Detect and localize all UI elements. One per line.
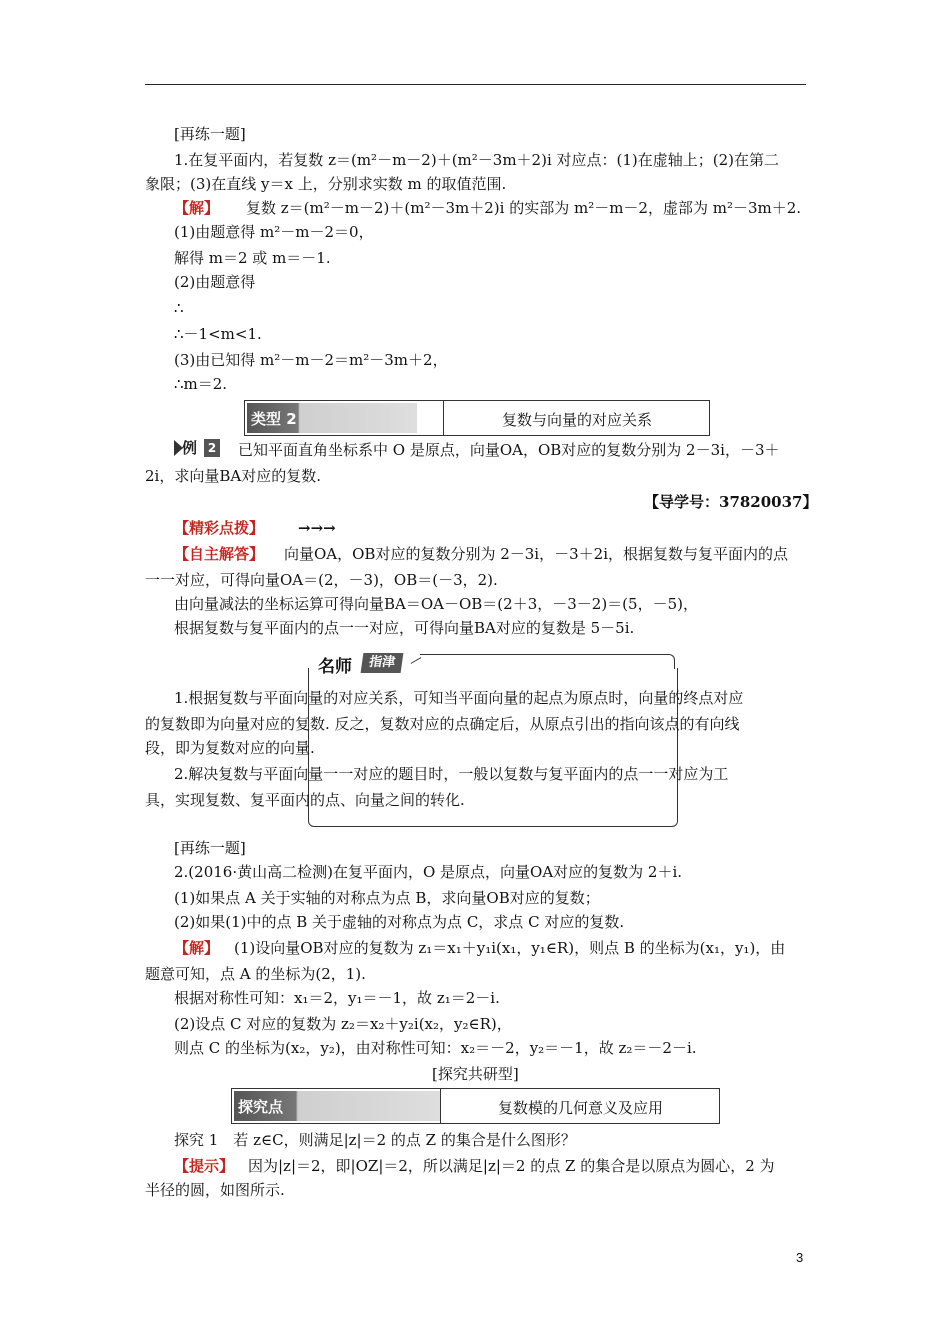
teacher-guide-title-b: 指津 [361,653,404,673]
type-title: 复数与向量的对应关系 [501,411,652,429]
auto-answer-label: 【自主解答】 [174,545,265,563]
explore-header [231,1088,720,1124]
question-1-line-1: 1.在复平面内，若复数 z＝(m²－m－2)＋(m²－3m＋2)i 对应点：(1)在虚轴上；(2)在第二 [174,151,780,169]
example-label: 例 [182,439,198,457]
solution-step-5: ∴－1<m<1. [174,325,262,343]
hint-line-2: 半径的圆，如图所示. [145,1181,285,1199]
auto-answer-line-4: 根据复数与复平面内的点一一对应，可得向量BA对应的复数是 5－5i. [174,619,635,637]
explore-title: 复数模的几何意义及应用 [497,1099,663,1117]
auto-answer-line-1: 向量OA，OB对应的复数分别为 2－3i，－3＋2i，根据复数与复平面内的点 [284,545,788,563]
guide-p2-line-1: 2.解决复数与平面向量一一对应的题目时，一般以复数与复平面内的点一一对应为工 [174,765,729,783]
tips-label: 【精彩点拨】 [174,519,265,537]
solution-step-3: (2)由题意得 [174,273,256,291]
solution-2-line-3: 根据对称性可知：x₁＝2，y₁＝－1，故 z₁＝2－i. [174,989,500,1007]
example-number: 2 [204,439,220,457]
solution-step-6: (3)由已知得 m²－m－2＝m²－3m＋2， [174,351,448,369]
solution-step-2: 解得 m＝2 或 m＝－1. [174,249,331,267]
guide-p1-line-2: 的复数即为向量对应的复数. 反之，复数对应的点确定后，从原点引出的指向该点的有向线 [145,715,740,733]
type-2-header [244,400,710,436]
example-marker [174,437,220,459]
question-2-line-1: 2.(2016·黄山高二检测)在复平面内，O 是原点，向量OA对应的复数为 2＋i. [174,863,683,881]
solution-2-line-5: 则点 C 的坐标为(x₂，y₂)，由对称性可知：x₂＝－2，y₂＝－1，故 z₂＝－2－i. [174,1039,697,1057]
solution-step-7: ∴m＝2. [174,375,228,393]
guide-p2-line-2: 具，实现复数、复平面内的点、向量之间的转化. [145,791,465,809]
explore-section-label: [探究共研型] [432,1065,519,1083]
guide-number: 【导学号：37820037】 [644,493,818,511]
solution-label-2: 【解】 [174,939,220,957]
hint-line-1: 因为|z|＝2，即|OZ|＝2，所以满足|z|＝2 的点 Z 的集合是以原点为圆心，2 为 [248,1157,775,1175]
hint-label: 【提示】 [174,1157,235,1175]
solution-line-1: 复数 z＝(m²－m－2)＋(m²－3m＋2)i 的实部为 m²－m－2，虚部为 m²－3m＋2. [246,199,802,217]
solution-step-4: ∴ [174,299,184,317]
page-number: 3 [796,1250,804,1265]
question-2-line-3: (2)如果(1)中的点 B 关于虚轴的对称点为点 C，求点 C 对应的复数. [174,913,625,931]
auto-answer-line-2: 一一对应，可得向量OA＝(2，－3)，OB＝(－3，2). [145,571,498,589]
practice-label: [再练一题] [174,125,246,143]
header-rule [145,84,806,85]
guide-p1-line-3: 段，即为复数对应的向量. [145,739,315,757]
question-2-line-2: (1)如果点 A 关于实轴的对称点为点 B，求向量OB对应的复数； [174,889,600,907]
type-tag: 类型 2 [251,410,297,428]
practice-label-2: [再练一题] [174,839,246,857]
example-line-1: 已知平面直角坐标系中 O 是原点，向量OA，OB对应的复数分别为 2－3i，－3＋ [238,441,780,459]
explore-question-1: 探究 1 若 z∈C，则满足|z|＝2 的点 Z 的集合是什么图形？ [174,1131,576,1149]
explore-divider [440,1089,441,1123]
solution-2-line-2: 题意可知，点 A 的坐标为(2，1). [145,965,366,983]
teacher-guide-title-a: 名师 [318,657,352,677]
guide-p1-line-1: 1.根据复数与平面向量的对应关系，可知当平面向量的起点为原点时，向量的终点对应 [174,689,744,707]
header-divider [443,401,444,435]
teacher-guide-rule [420,654,675,669]
question-1-line-2: 象限；(3)在直线 y＝x 上，分别求实数 m 的取值范围. [145,175,507,193]
solution-2-line-1: (1)设向量OB对应的复数为 z₁＝x₁＋y₁i(x₁，y₁∈R)，则点 B 的坐标为(x₁，y₁)，由 [234,939,786,957]
solution-label: 【解】 [174,199,220,217]
solution-step-1: (1)由题意得 m²－m－2＝0， [174,223,374,241]
tips-arrows: →→→ [298,519,336,537]
auto-answer-line-3: 由向量减法的坐标运算可得向量BA＝OA－OB＝(2＋3，－3－2)＝(5，－5)， [174,595,698,613]
explore-tag: 探究点 [238,1098,284,1116]
solution-2-line-4: (2)设点 C 对应的复数为 z₂＝x₂＋y₂i(x₂，y₂∈R)， [174,1015,512,1033]
example-line-2: 2i，求向量BA对应的复数. [145,467,321,485]
